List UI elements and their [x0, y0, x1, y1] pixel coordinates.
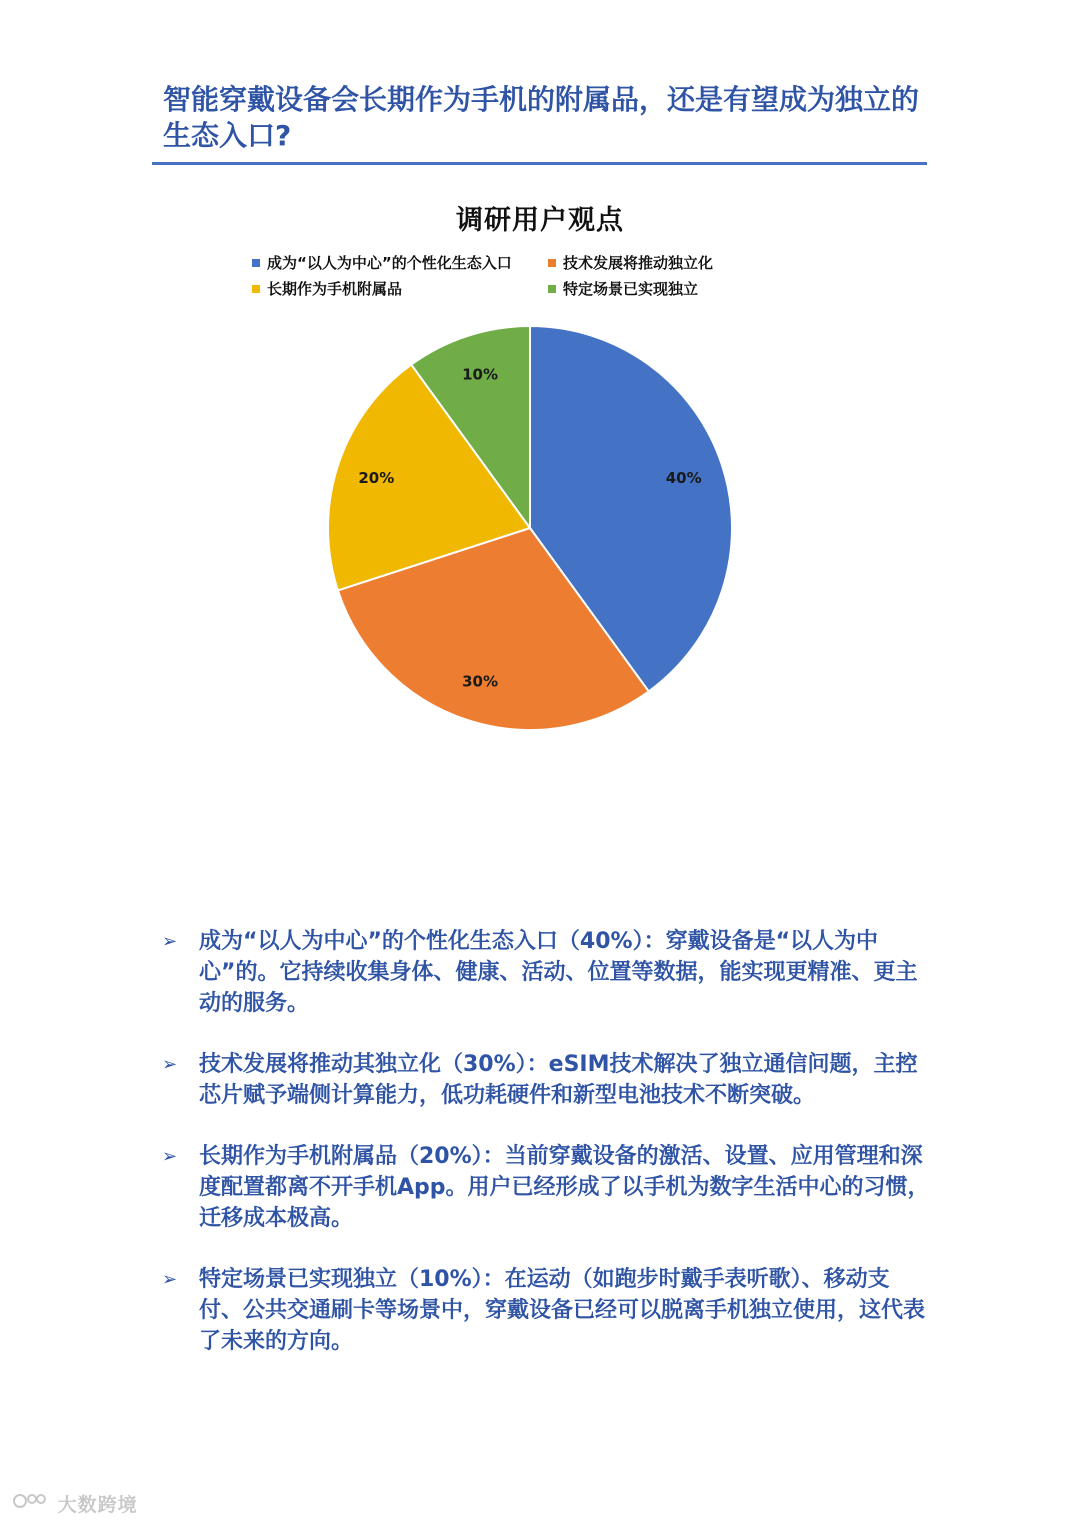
legend-item-2 [252, 278, 402, 299]
legend-label-1: 技术发展将推动独立化 [563, 254, 714, 272]
chart-title: 调研用户观点 [456, 205, 624, 236]
legend-label-2: 长期作为手机附属品 [267, 280, 403, 298]
bullet-item [162, 926, 932, 1019]
legend-item-0 [252, 252, 512, 273]
legend-swatch-0 [252, 259, 260, 267]
slice-label-2: 20% [358, 469, 395, 488]
arrow-bullet-icon: ➢ [162, 1146, 178, 1167]
bullet-item [162, 1141, 932, 1234]
legend-swatch-3 [548, 285, 556, 293]
bullet-text: 特定场景已实现独立（10%）：在运动（如跑步时戴手表听歌）、移动支付、公共交通刷卡等场景中，穿戴设备已经可以脱离手机独立使用，这代表了未来的方向。 [199, 1267, 926, 1354]
bullet-item [162, 1264, 932, 1357]
legend-item-1 [548, 252, 713, 273]
legend-swatch-1 [548, 259, 556, 267]
arrow-bullet-icon: ➢ [162, 1054, 178, 1075]
page-title: 智能穿戴设备会长期作为手机的附属品，还是有望成为独立的生态入口? [163, 83, 920, 152]
legend-item-3 [548, 278, 698, 299]
bullet-item [162, 1049, 932, 1111]
legend-swatch-2 [252, 285, 260, 293]
logo-icon [12, 1491, 46, 1516]
watermark-text: 大数跨境 [57, 1494, 138, 1516]
slice-label-0: 40% [665, 469, 702, 488]
arrow-bullet-icon: ➢ [162, 931, 178, 952]
title-divider [152, 162, 927, 165]
arrow-bullet-icon: ➢ [162, 1269, 178, 1290]
bullet-list [162, 926, 932, 1387]
bullet-text: 技术发展将推动其独立化（30%）：eSIM技术解决了独立通信问题，主控芯片赋予端侧计算能力，低功耗硬件和新型电池技术不断突破。 [199, 1052, 918, 1108]
bullet-text: 长期作为手机附属品（20%）：当前穿戴设备的激活、设置、应用管理和深度配置都离不开手机App。用户已经形成了以手机为数字生活中心的习惯，迁移成本极高。 [199, 1144, 930, 1231]
watermark [12, 1490, 138, 1517]
slice-label-1: 30% [462, 672, 499, 691]
slice-label-3: 10% [462, 365, 499, 384]
legend-label-0: 成为“以人为中心”的个性化生态入口 [267, 254, 512, 272]
pie-chart [320, 318, 740, 738]
legend-label-3: 特定场景已实现独立 [563, 280, 699, 298]
bullet-text: 成为“以人为中心”的个性化生态入口（40%）：穿戴设备是“以人为中心”的。它持续收集身体、健康、活动、位置等数据，能实现更精准、更主动的服务。 [199, 929, 918, 1016]
